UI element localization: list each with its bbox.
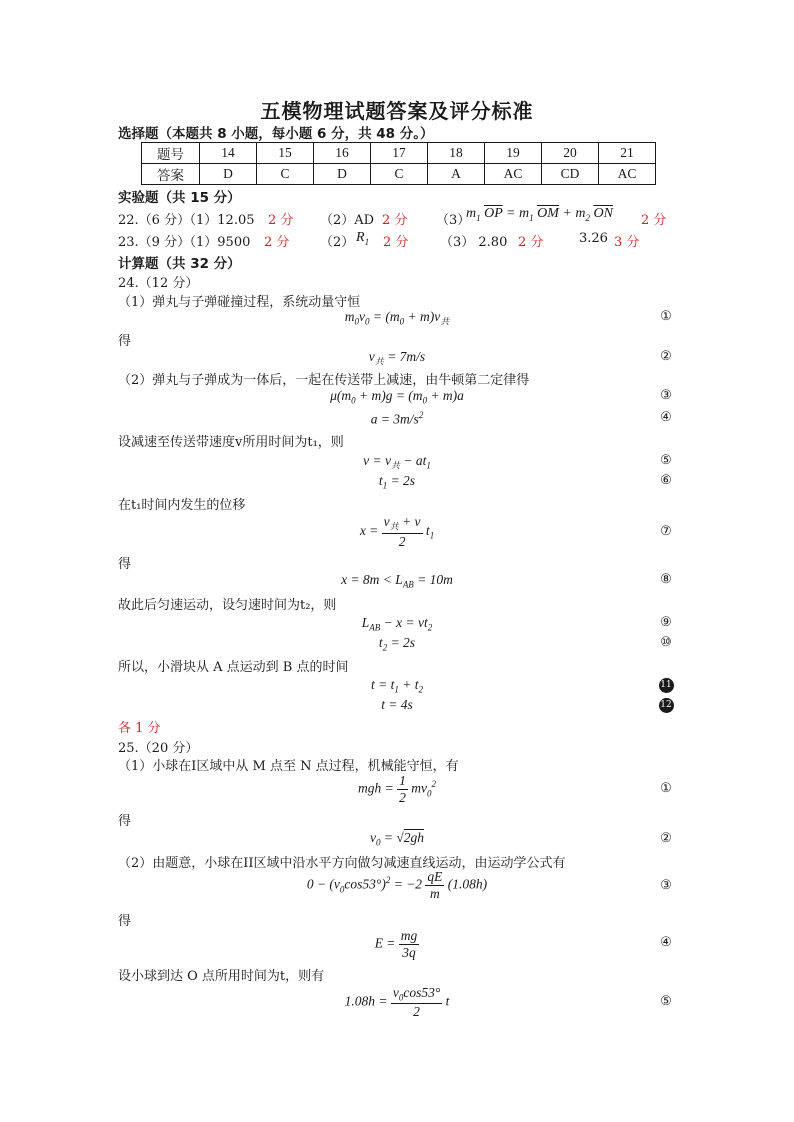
- table-cell: D: [314, 164, 371, 185]
- q24-eq-1: $m_0v_0 = (m_0 + m)v_共$: [344, 309, 450, 327]
- table-cell: CD: [542, 164, 599, 185]
- q24-eq-2: $v_共 = 7m/s$: [368, 349, 426, 367]
- q23-part1: （1）9500: [183, 235, 251, 250]
- q25-eq-2: $v_0 = √2gh$: [369, 830, 425, 848]
- q23-part3: （3） 2.80: [440, 235, 508, 250]
- q23-part2: （2）: [320, 235, 355, 250]
- q22-part2: （2）AD: [320, 213, 375, 228]
- q23-part4: 3.26: [579, 231, 608, 246]
- circled-number-wrap: [654, 676, 678, 693]
- q24-eq-7: x = $\frac{v_共 + v}{2}$ $t_1$: [359, 514, 435, 549]
- circled-number: ②: [660, 831, 672, 846]
- q24-text-5: 故此后匀速运动，设匀速时间为t₂，则: [118, 598, 337, 613]
- q24-eq-10: $t_2 = 2s$: [378, 635, 416, 653]
- q25-eq-3: $0 - (v_0\cos 53^\circ)^2 = -2$ $\frac{qE}{m}$ (1.08h): [306, 869, 488, 901]
- table-cell: 21: [599, 143, 656, 164]
- table-cell: C: [371, 164, 428, 185]
- q24-eq-5: $v = v_共 - at_1$: [363, 453, 431, 471]
- q24-text-1: （1）弹丸与子弹碰撞过程，系统动量守恒: [118, 295, 361, 310]
- q22-part3-score: 2 分: [641, 213, 667, 228]
- q25-text-1: （1）小球在I区域中从 M 点至 N 点过程，机械能守恒，有: [118, 759, 459, 774]
- q22-part1-score: 2 分: [268, 213, 294, 228]
- q25-de-1: 得: [118, 814, 132, 829]
- table-cell: 19: [485, 143, 542, 164]
- q23-part4-score: 3 分: [614, 235, 640, 250]
- q24-text-6: 所以，小滑块从 A 点运动到 B 点的时间: [118, 660, 349, 675]
- q24-eq-12: t = 4s: [381, 697, 413, 712]
- q25-text-2: （2）由题意，小球在II区域中沿水平方向做匀减速直线运动，由运动学公式有: [118, 856, 566, 871]
- q23-part1-score: 2 分: [264, 235, 290, 250]
- circled-number: ③: [660, 388, 672, 403]
- q24-eq-3: $\mu(m_0 + m)g = (m_0 + m)a$: [330, 388, 464, 406]
- circled-number: ①: [660, 781, 672, 796]
- q23-part3-score: 2 分: [518, 235, 544, 250]
- calc-section-heading: 计算题（共 32 分）: [118, 256, 241, 272]
- q22-part1: （1）12.05: [183, 213, 255, 228]
- table-row: [142, 143, 656, 164]
- q24-eq-9: $L_{AB} - x = vt_2$: [361, 615, 433, 633]
- q24-eq-6: $t_1 = 2s$: [378, 473, 416, 491]
- circled-number: ①: [660, 309, 672, 324]
- table-cell: AC: [599, 164, 656, 185]
- q25-label: 25.（20 分）: [118, 741, 199, 756]
- circled-number: ④: [660, 935, 672, 950]
- page-title: 五模物理试题答案及评分标准: [260, 99, 534, 123]
- q24-text-3: 设减速至传送带速度v所用时间为t₁，则: [118, 435, 344, 450]
- q24-label: 24.（12 分）: [118, 276, 199, 291]
- q24-text-4: 在t₁时间内发生的位移: [118, 498, 246, 513]
- table-cell: D: [200, 164, 257, 185]
- q25-eq-5: 1.08h = $\frac{v_0\cos 53^\circ}{2}$ t: [344, 985, 450, 1019]
- circled-number: ⑤: [660, 453, 672, 468]
- circled-number: ③: [660, 878, 672, 893]
- choice-section-heading: 选择题（本题共 8 小题，每小题 6 分，共 48 分。）: [118, 126, 434, 142]
- table-cell: A: [428, 164, 485, 185]
- circled-number: 11: [659, 678, 674, 693]
- q23-part2-formula: $R_1$: [356, 230, 370, 247]
- table-cell: 16: [314, 143, 371, 164]
- q25-eq-4: E = $\frac{mg}{3q}$: [374, 928, 418, 960]
- q24-eq-8: $x = 8m < L_{AB} = 10m$: [341, 572, 453, 590]
- circled-number: 12: [659, 698, 674, 713]
- q22-label: 22.（6 分）: [118, 213, 191, 228]
- q22-part2-score: 2 分: [382, 213, 408, 228]
- circled-number: ⑦: [660, 524, 672, 539]
- q24-de-1: 得: [118, 334, 132, 349]
- table-cell: 15: [257, 143, 314, 164]
- q22-part3: （3）: [436, 213, 471, 228]
- q25-de-2: 得: [118, 914, 132, 929]
- table-cell: 18: [428, 143, 485, 164]
- table-row-label: 答案: [142, 164, 200, 185]
- q24-text-2: （2）弹丸与子弹成为一体后，一起在传送带上减速，由牛顿第二定律得: [118, 373, 530, 388]
- q24-eq-11: $t = t_1 + t_2$: [371, 677, 423, 695]
- q23-part2-score: 2 分: [383, 235, 409, 250]
- table-row: [142, 164, 656, 185]
- circled-number: ②: [660, 349, 672, 364]
- table-row-label: 题号: [142, 143, 200, 164]
- circled-number: ⑩: [660, 635, 672, 650]
- q25-eq-1: mgh = $\frac{1}{2}$ $mv_0^2$: [358, 773, 436, 805]
- circled-number: ⑤: [660, 994, 672, 1009]
- table-cell: 20: [542, 143, 599, 164]
- table-cell: 14: [200, 143, 257, 164]
- experiment-section-heading: 实验题（共 15 分）: [118, 190, 241, 206]
- circled-number: ⑥: [660, 473, 672, 488]
- table-cell: C: [257, 164, 314, 185]
- q24-score-note: 各 1 分: [118, 721, 161, 736]
- q24-de-2: 得: [118, 557, 132, 572]
- circled-number-wrap: [654, 696, 678, 713]
- answer-table: [141, 142, 656, 185]
- q25-text-3: 设小球到达 O 点所用时间为t，则有: [118, 969, 325, 984]
- circled-number: ④: [660, 410, 672, 425]
- circled-number: ⑧: [660, 572, 672, 587]
- q22-part3-formula: $m_1$ $\overline{OP} = m_1$ $\overline{OM} + m_2$ $\overline{ON}$: [466, 206, 613, 223]
- table-cell: 17: [371, 143, 428, 164]
- q24-eq-4: $a = 3m/s^2$: [370, 410, 424, 427]
- circled-number: ⑨: [660, 615, 672, 630]
- table-cell: AC: [485, 164, 542, 185]
- q23-label: 23.（9 分）: [118, 235, 191, 250]
